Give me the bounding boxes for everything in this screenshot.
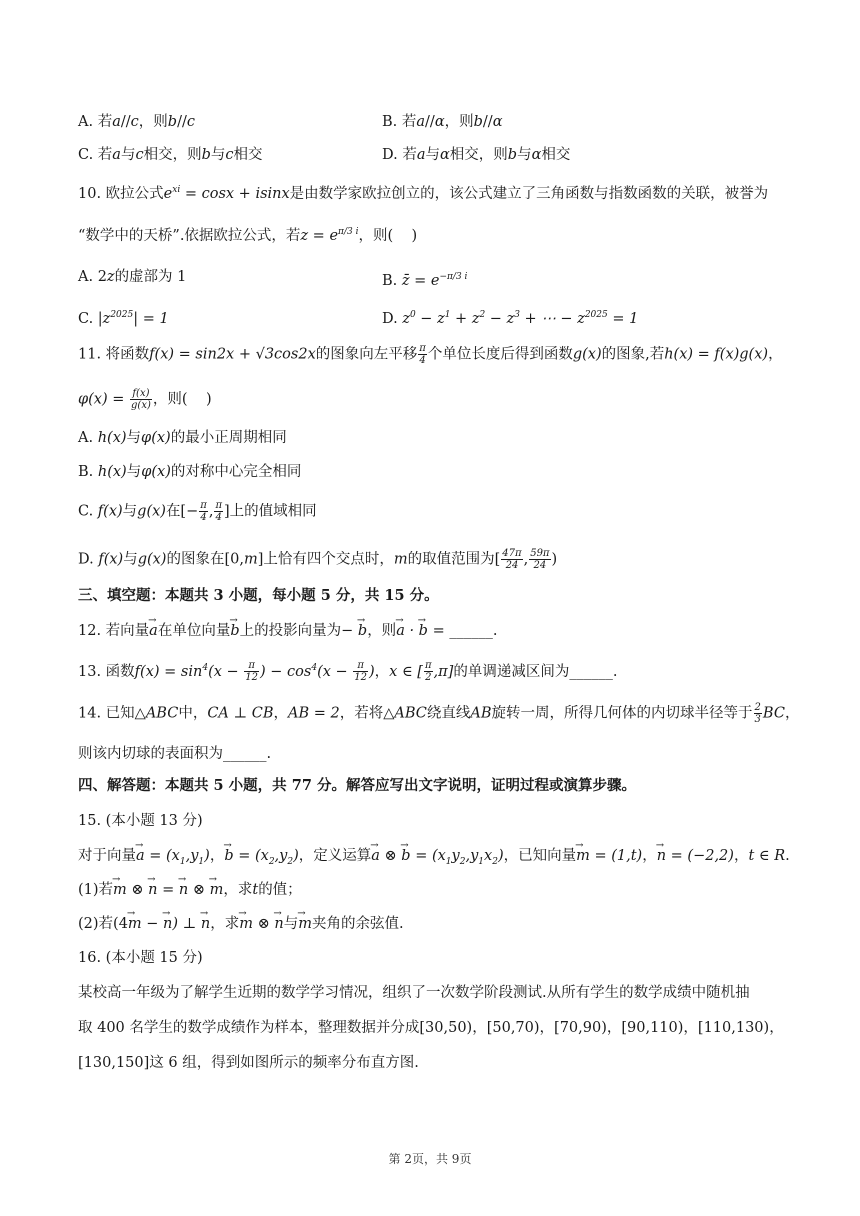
q14-stem-line2: 则该内切球的表面积为______. — [78, 746, 272, 762]
q11-option-c: C. f(x)与g(x)在[− $\frac{\pi}{4}$ , $\frac{\pi}{4}$ ]上的值域相同 — [78, 500, 317, 523]
q10-option-c: C. $|z^{2025}| = 1$ — [78, 310, 169, 327]
q16-heading: 16. (本小题 15 分) — [78, 950, 203, 966]
q9-option-d: D. 若a与α相交，则b与α相交 — [382, 147, 571, 163]
q9-option-a: A. 若a//c，则b//c — [78, 114, 195, 130]
q10-option-d: D. $z^0 - z^1 + z^2 - z^3$ + ⋯ − $z^{2025} = 1$ — [382, 310, 639, 327]
q11-option-b: B. h(x)与φ(x)的对称中心完全相同 — [78, 464, 302, 480]
page-footer: 第 2页，共 9页 — [388, 1152, 472, 1166]
section4-heading: 四、解答题：本题共 5 小题，共 77 分。解答应写出文字说明，证明过程或演算步骤。 — [78, 777, 636, 794]
q10-stem-line1: 10. 欧拉公式$e^{xi} = \cos x + isinx$是由数学家欧拉创立的，该公式建立了三角函数与指数函数的关联，被誉为 — [78, 185, 769, 202]
section3-heading: 三、填空题：本题共 3 小题，每小题 5 分，共 15 分。 — [78, 587, 439, 604]
q11-option-d: D. f(x)与g(x)的图象在[0,m]上恰有四个交点时，m的取值范围为[ $\frac{47\pi}{24}$ , $\frac{59\pi}{24}$ ) — [78, 548, 558, 571]
q10-stem-line2: “数学中的天桥”.依据欧拉公式，若$z = e^{\pi/3 i}$，则( ) — [78, 227, 418, 244]
q14-stem-line1: 14. 已知△ABC中，CA ⊥ CB，AB = 2，若将△ABC绕直线AB旋转一周，所得几何体的内切球半径等于 $\frac{2}{3}$ BC， — [78, 702, 800, 725]
q16-stem-line3: [130,150]这 6 组，得到如图所示的频率分布直方图. — [78, 1055, 419, 1071]
q9-option-b: B. 若a//α，则b//α — [382, 114, 503, 130]
q10-option-a: A. 2z的虚部为 1 — [78, 269, 187, 285]
q15-stem: 对于向量→ $a = (x_1,y_1)$，→ $b = (x_2,y_2)$，定义运算→ a ⊗ → $b = (x_1y_2,y_1x_2)$，已知向量→ m = (1,t)，→ n = (−2,2)，t ∈ R. — [78, 846, 798, 872]
q10-option-b: B. z̄ = $e^{-\pi/3 i}$ — [382, 272, 468, 289]
q13-stem: 13. 函数$f(x) = \sin^4(x$ − $\frac{\pi}{12}$ ) − $\cos^4(x$ − $\frac{\pi}{12}$ )，x ∈ [ $\frac{\pi}{2}$ ,π]的单调递减区间为______. — [78, 660, 618, 684]
q9-option-c: C. 若a与c相交，则b与c相交 — [78, 147, 263, 163]
q11-option-a: A. h(x)与φ(x)的最小正周期相同 — [78, 430, 287, 446]
q11-stem-line1: 11. 将函数f(x) = sin2x + √3cos2x的图象向左平移 $\frac{\pi}{4}$ 个单位长度后得到函数g(x)的图象,若h(x) = f(x)g(x)， — [78, 343, 783, 366]
q15-heading: 15. (本小题 13 分) — [78, 813, 203, 829]
q15-part2: (2)若(4→ m − → n) ⊥ → n，求→ m ⊗ → n与→ m夹角的余弦值. — [78, 914, 798, 934]
q16-stem-line2: 取 400 名学生的数学成绩作为样本，整理数据并分成[30,50)，[50,70)，[70,90)，[90,110)，[110,130)， — [78, 1020, 784, 1036]
q12-stem: 12. 若向量→ a在单位向量→ b上的投影向量为− → b，则→ a · → b = ______. — [78, 621, 798, 641]
q15-part1: (1)若→ m ⊗ → n = → n ⊗ → m，求t的值； — [78, 880, 798, 900]
q16-stem-line1: 某校高一年级为了解学生近期的数学学习情况，组织了一次数学阶段测试.从所有学生的数学成绩中随机抽 — [78, 985, 750, 1001]
q11-stem-line2: φ(x) = $\frac{f(x)}{g(x)}$ ，则( ) — [78, 388, 212, 411]
